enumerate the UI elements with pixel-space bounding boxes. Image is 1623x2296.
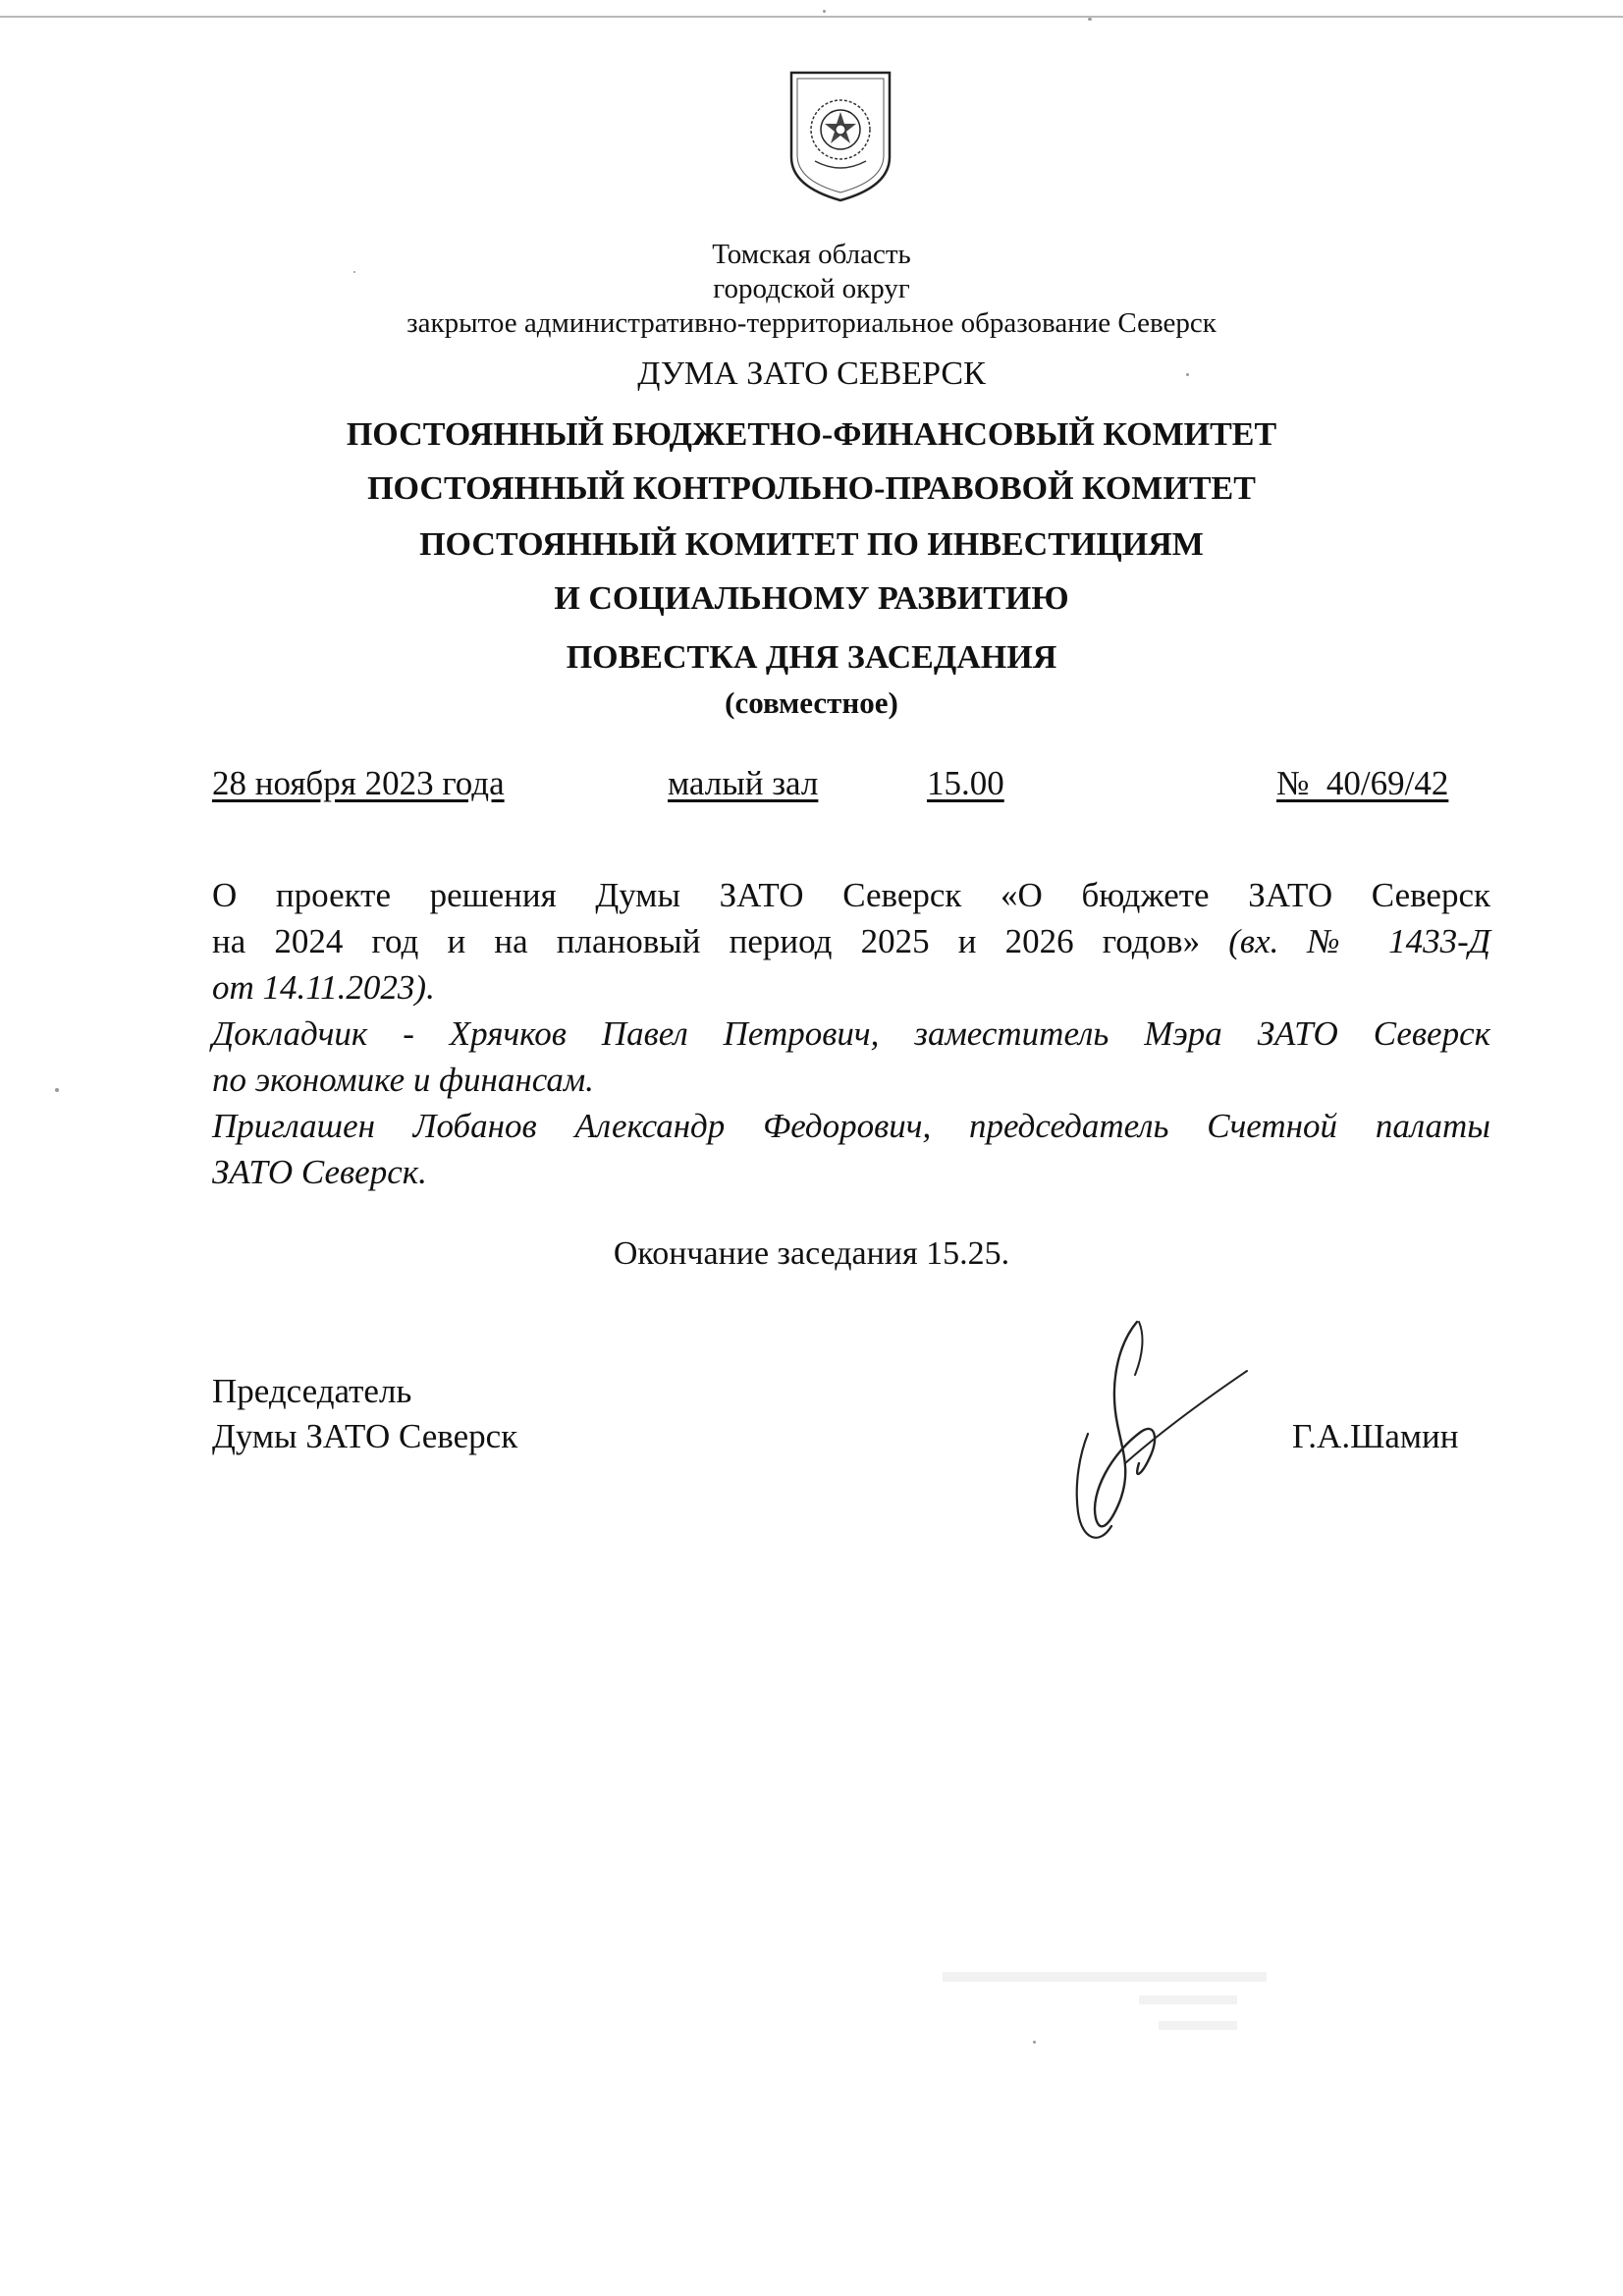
header-region: Томская область (712, 239, 911, 270)
speaker-line-1: Докладчик - Хрячков Павел Петрович, заместитель Мэра ЗАТО Северск (212, 1014, 1490, 1053)
signatory-title-2: Думы ЗАТО Северск (212, 1417, 518, 1455)
item-incoming-ref: (вх. № 1433-Д (1228, 922, 1490, 960)
bleed-through-marks (943, 1966, 1276, 2045)
signatory-name: Г.А.Шамин (1292, 1417, 1459, 1455)
item-line-3: от 14.11.2023). (212, 968, 435, 1007)
item-line-2 (212, 918, 1490, 964)
item-line-1: О проекте решения Думы ЗАТО Северск «О бюджете ЗАТО Северск (212, 876, 1490, 914)
committee-control: ПОСТОЯННЫЙ КОНТРОЛЬНО-ПРАВОВОЙ КОМИТЕТ (367, 470, 1256, 507)
scan-speck (55, 1088, 59, 1092)
scan-speck (823, 10, 826, 13)
invited-line-1: Приглашен Лобанов Александр Федорович, председатель Счетной палаты (212, 1107, 1490, 1145)
scan-speck (353, 271, 355, 273)
scan-speck (1033, 2041, 1036, 2044)
signatory-title-1: Председатель (212, 1372, 412, 1410)
meeting-room: малый зал (668, 764, 819, 802)
committee-investments: ПОСТОЯННЫЙ КОМИТЕТ ПО ИНВЕСТИЦИЯМ (419, 526, 1204, 563)
committee-budget: ПОСТОЯННЫЙ БЮДЖЕТНО-ФИНАНСОВЫЙ КОМИТЕТ (346, 416, 1277, 453)
meeting-date: 28 ноября 2023 года (212, 764, 505, 802)
meeting-closing: Окончание заседания 15.25. (613, 1235, 1010, 1272)
header-duma: ДУМА ЗАТО СЕВЕРСК (637, 355, 986, 392)
handwritten-signature (1060, 1316, 1257, 1552)
scan-speck (1088, 18, 1092, 21)
invited-line-2: ЗАТО Северск. (212, 1153, 427, 1191)
item-line-2-plain: на 2024 год и на плановый период 2025 и 2026 годов» (212, 922, 1201, 960)
meeting-time: 15.00 (927, 764, 1004, 802)
scan-edge-line (0, 16, 1623, 18)
scan-speck (1186, 373, 1189, 376)
agenda-subtitle: (совместное) (725, 685, 898, 720)
agenda-title: ПОВЕСТКА ДНЯ ЗАСЕДАНИЯ (566, 639, 1057, 676)
meeting-number: № 40/69/42 (1276, 764, 1449, 802)
coat-of-arms-emblem (785, 67, 895, 204)
speaker-line-2: по экономике и финансам. (212, 1061, 594, 1099)
header-district: городской округ (713, 273, 910, 304)
header-entity: закрытое административно-территориальное образование Северск (406, 307, 1217, 339)
committee-investments-cont: И СОЦИАЛЬНОМУ РАЗВИТИЮ (554, 580, 1069, 617)
